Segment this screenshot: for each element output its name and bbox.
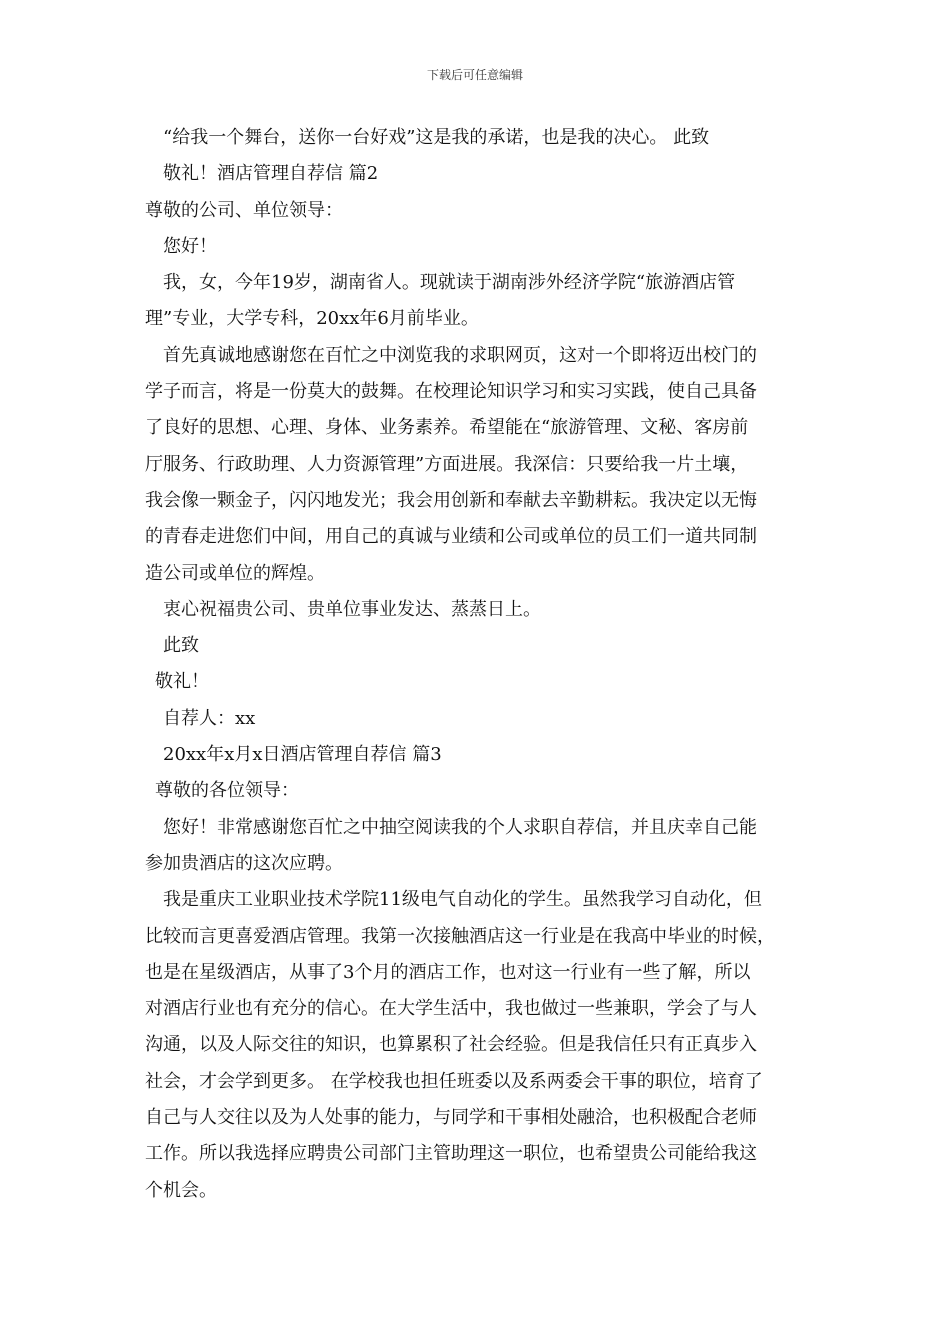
text-line: 尊敬的各位领导： <box>155 780 299 802</box>
text-line: 尊敬的公司、单位领导： <box>145 199 343 221</box>
text-line: 学子而言，将是一份莫大的鼓舞。在校理论知识学习和实习实践，使自己具备 <box>145 381 757 403</box>
text-line: 比较而言更喜爱酒店管理。我第一次接触酒店这一行业是在我高中毕业的时候， <box>145 925 775 947</box>
text-line: 您好！非常感谢您百忙之中抽空阅读我的个人求职自荐信，并且庆幸自己能 <box>163 816 757 838</box>
text-line: 自荐人：xx <box>163 707 256 729</box>
text-line: 也是在星级酒店，从事了3个月的酒店工作，也对这一行业有一些了解，所以 <box>145 961 751 983</box>
text-line: 对酒店行业也有充分的信心。在大学生活中，我也做过一些兼职，学会了与人 <box>145 998 757 1020</box>
text-line: 我会像一颗金子，闪闪地发光；我会用创新和奉献去辛勤耕耘。我决定以无悔 <box>145 489 757 511</box>
text-line: 社会，才会学到更多。 在学校我也担任班委以及系两委会干事的职位，培育了 <box>145 1070 763 1092</box>
page-header: 下载后可任意编辑 <box>426 68 523 82</box>
text-line: 此致 <box>163 635 199 657</box>
text-line: 工作。所以我选择应聘贵公司部门主管助理这一职位，也希望贵公司能给我这 <box>145 1143 757 1165</box>
text-line: 敬礼！ <box>155 671 209 693</box>
text-line: 我是重庆工业职业技术学院11级电气自动化的学生。虽然我学习自动化，但 <box>163 889 762 911</box>
text-line: 厅服务、行政助理、人力资源管理”方面进展。我深信：只要给我一片土壤， <box>145 453 749 475</box>
text-line: 理”专业，大学专科，20xx年6月前毕业。 <box>145 308 479 330</box>
text-line: 造公司或单位的辉煌。 <box>145 562 325 584</box>
text-line: 您好！ <box>163 235 217 257</box>
text-line: 敬礼！酒店管理自荐信 篇2 <box>163 163 379 185</box>
text-line: 自己与人交往以及为人处事的能力，与同学和干事相处融洽，也积极配合老师 <box>145 1107 757 1129</box>
text-line: 衷心祝福贵公司、贵单位事业发达、蒸蒸日上。 <box>163 598 541 620</box>
text-line: 的青春走进您们中间，用自己的真诚与业绩和公司或单位的员工们一道共同制 <box>145 526 757 548</box>
text-line: 个机会。 <box>145 1179 217 1201</box>
text-line: 参加贵酒店的这次应聘。 <box>145 852 343 874</box>
text-line: 首先真诚地感谢您在百忙之中浏览我的求职网页，这对一个即将迈出校门的 <box>163 344 757 366</box>
text-line: 20xx年x月x日酒店管理自荐信 篇3 <box>163 744 442 766</box>
letter-body <box>145 120 815 1209</box>
text-line: 了良好的思想、心理、身体、业务素养。希望能在“旅游管理、文秘、客房前 <box>145 417 749 439</box>
text-line: “给我一个舞台，送你一台好戏”这是我的承诺，也是我的决心。 此致 <box>163 127 710 148</box>
text-line: 我，女，今年19岁，湖南省人。现就读于湖南涉外经济学院“旅游酒店管 <box>163 272 736 294</box>
text-line: 沟通，以及人际交往的知识，也算累积了社会经验。但是我信任只有正真步入 <box>145 1034 757 1056</box>
